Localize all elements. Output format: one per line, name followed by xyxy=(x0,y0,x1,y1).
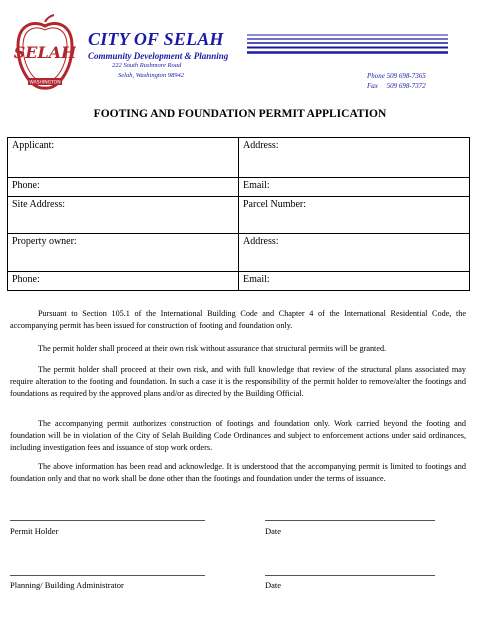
administrator-signature-line[interactable] xyxy=(10,575,205,576)
owner-email-field[interactable]: Email: xyxy=(239,272,470,291)
phone-number: Phone 509 698-7365 xyxy=(367,72,426,80)
address-line-2: Selah, Washington 98942 xyxy=(118,72,185,79)
owner-address-field[interactable]: Address: xyxy=(239,234,470,272)
permit-form-table xyxy=(7,137,470,291)
administrator-label: Planning/ Building Administrator xyxy=(10,580,124,590)
applicant-email-field[interactable]: Email: xyxy=(239,178,470,197)
city-logo xyxy=(14,14,76,96)
owner-phone-field[interactable]: Phone: xyxy=(8,272,239,291)
paragraph-1: Pursuant to Section 105.1 of the International Building Code and Chapter 4 of the International Residential Code, the accompanying permit has been issued for construction of footing and foundation only. xyxy=(10,309,466,330)
administrator-date-line[interactable] xyxy=(265,575,435,576)
fax-number: Fax 509 698-7372 xyxy=(367,82,426,90)
address-line-1: 222 South Rushmore Road xyxy=(112,62,182,69)
permit-holder-date-line[interactable] xyxy=(265,520,435,521)
paragraph-3: The permit holder shall proceed at their own risk, and with full knowledge that review of the structural plans associated may require alteration to the footing and foundation. In such a case it is the responsibility of the permit holder to remove/alter the footings and foundations as required by the approved plans and/or as directed by the Building Official. xyxy=(10,365,466,398)
logo-text: SELAH xyxy=(14,43,76,62)
applicant-phone-field[interactable]: Phone: xyxy=(8,178,239,197)
site-address-field[interactable]: Site Address: xyxy=(8,197,239,234)
logo-subtext: WASHINGTON xyxy=(29,80,61,86)
permit-holder-signature-line[interactable] xyxy=(10,520,205,521)
paragraph-4: The accompanying permit authorizes construction of footings and foundation only. Work carried beyond the footing and foundation will be in violation of the City of Selah Building Code Ordinances and subject to enforcement actions under said ordinances, including investigation fees and issuance of stop work orders. xyxy=(10,419,466,452)
property-owner-field[interactable]: Property owner: xyxy=(8,234,239,272)
header-decorative-lines xyxy=(247,33,448,57)
applicant-field[interactable]: Applicant: xyxy=(8,138,239,178)
date-label-2: Date xyxy=(265,580,282,590)
department-name: Community Development & Planning xyxy=(88,51,229,61)
city-name: CITY OF SELAH xyxy=(88,29,224,49)
page-title: FOOTING AND FOUNDATION PERMIT APPLICATION xyxy=(93,108,387,120)
permit-holder-label: Permit Holder xyxy=(10,526,59,536)
parcel-number-field[interactable]: Parcel Number: xyxy=(239,197,470,234)
date-label-1: Date xyxy=(265,526,282,536)
paragraph-2: The permit holder shall proceed at their own risk without assurance that structural permits will be granted. xyxy=(38,344,387,353)
applicant-address-field[interactable]: Address: xyxy=(239,138,470,178)
paragraph-5: The above information has been read and acknowledge. It is understood that the accompanying permit is limited to footings and foundation only and that no work shall be done other than the footings and foundation under the terms of issuance. xyxy=(10,462,466,483)
